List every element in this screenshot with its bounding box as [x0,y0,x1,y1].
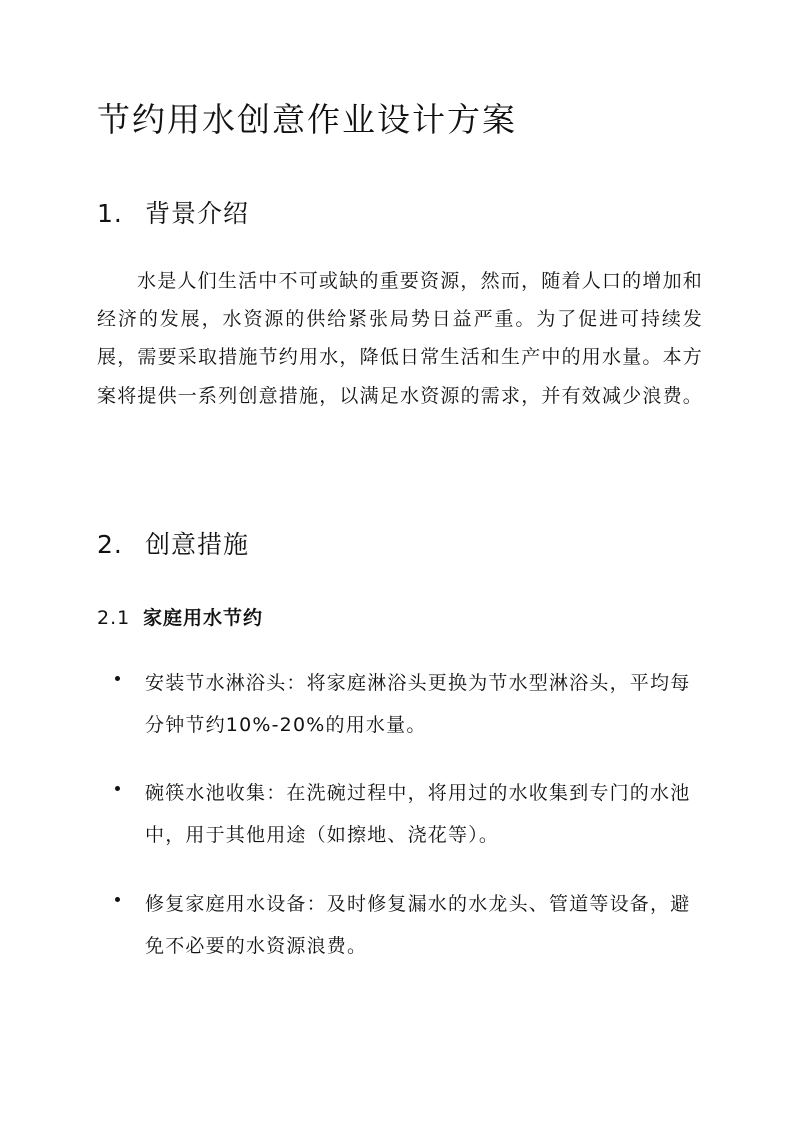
section-number: 2. [97,530,123,559]
bullet-icon [115,897,120,902]
document-title: 节约用水创意作业设计方案 [97,100,517,139]
section-title: 背景介绍 [145,199,250,228]
subsection-heading-household [97,603,263,633]
subsection-title: 家庭用水节约 [143,607,264,629]
section-heading-measures [97,527,249,563]
list-item-text: 安装节水淋浴头：将家庭淋浴头更换为节水型淋浴头，平均每分钟节约10%-20%的用水量。 [145,672,691,736]
list-item [115,772,695,856]
section-heading-background [97,196,249,232]
list-item-text: 碗筷水池收集：在洗碗过程中，将用过的水收集到专门的水池中，用于其他用途（如擦地、浇花等）。 [145,782,691,846]
bullet-icon [115,676,120,681]
list-item [115,883,695,967]
background-paragraph: 水是人们生活中不可或缺的重要资源，然而，随着人口的增加和经济的发展，水资源的供给紧张局势日益严重。为了促进可持续发展，需要采取措施节约用水，降低日常生活和生产中的用水量。本方案将提供一系列创意措施，以满足水资源的需求，并有效减少浪费。 [97,270,704,407]
subsection-number: 2.1 [97,607,131,629]
list-item-text: 修复家庭用水设备：及时修复漏水的水龙头、管道等设备，避免不必要的水资源浪费。 [145,893,691,957]
list-item [115,662,695,746]
bullet-icon [115,786,120,791]
section-title: 创意措施 [145,530,250,559]
section-number: 1. [97,199,123,228]
